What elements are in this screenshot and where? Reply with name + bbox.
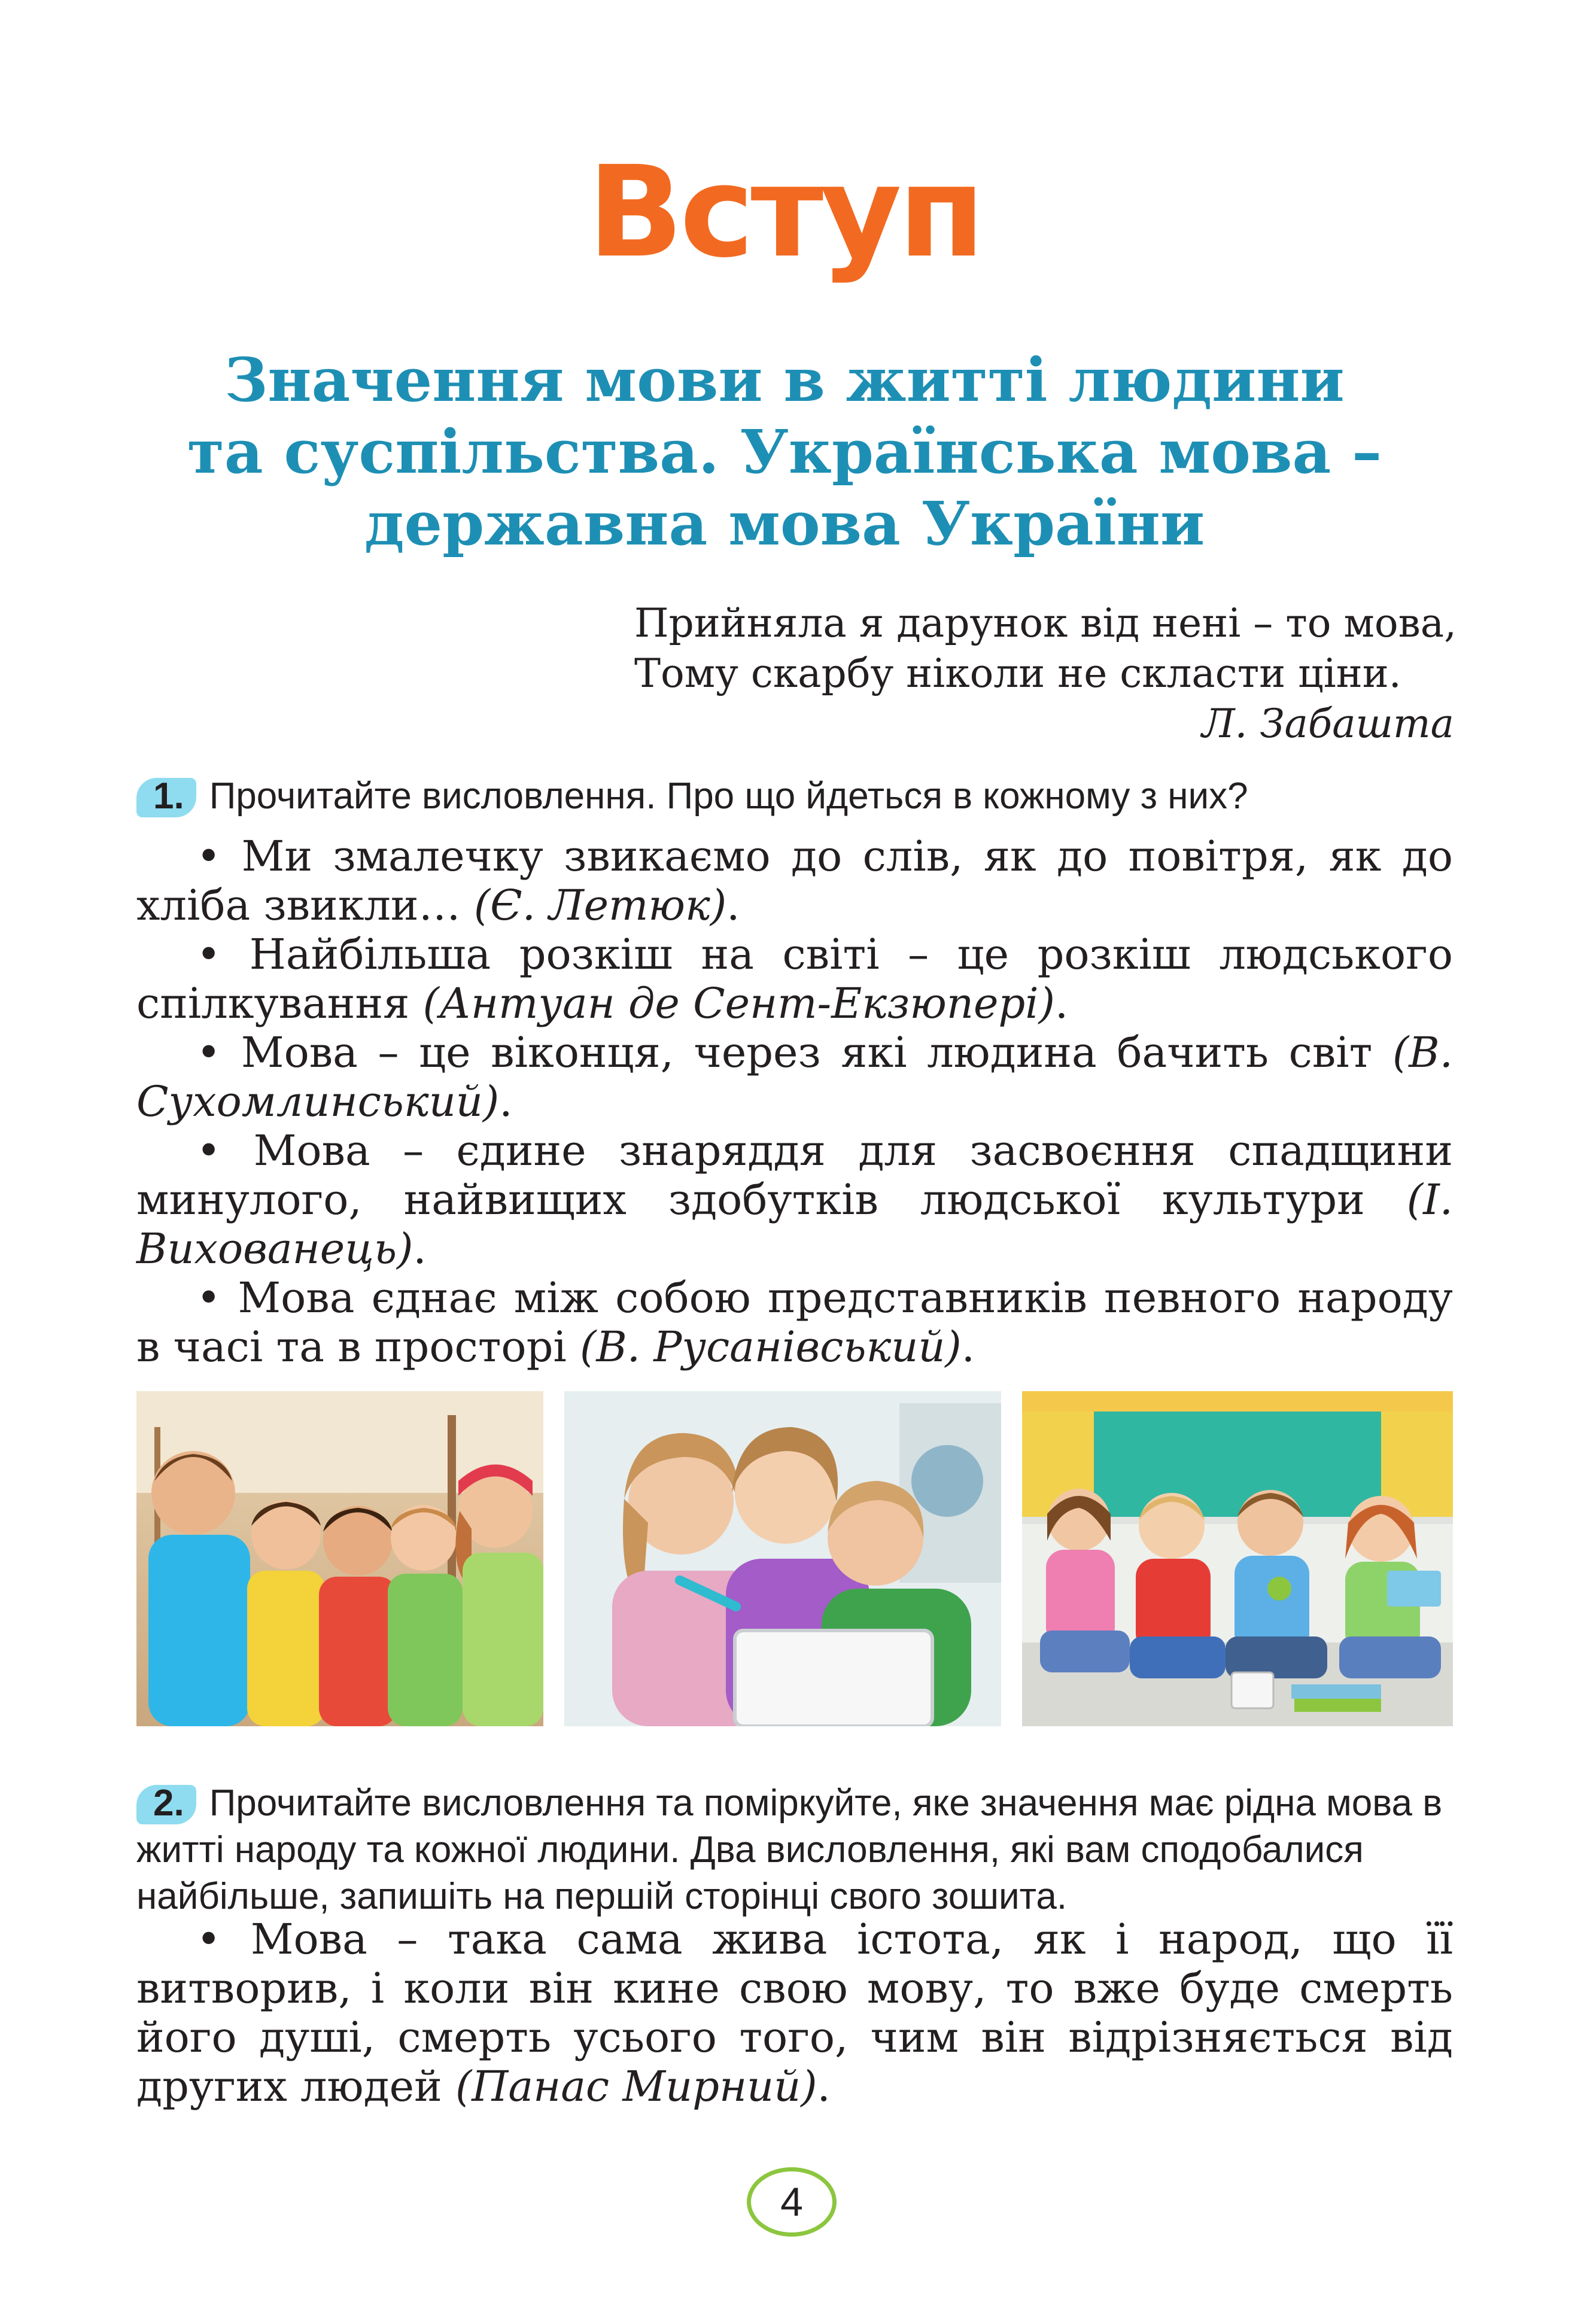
epigraph-line-2: Тому скарбу ніколи не скласти ціни.: [634, 650, 1401, 696]
children-tablet-photo: [564, 1391, 1001, 1726]
epigraph-line-1: Прийняла я дарунок від нені – то мова,: [634, 600, 1457, 646]
topic-title-line-1: Значення мови в житті людини: [224, 345, 1345, 415]
quote-text: • Найбільша розкіш на світі – це розкіш людського спілкування: [136, 930, 1453, 1028]
epigraph: [634, 598, 1457, 749]
quote-text: • Ми змалечку звикаємо до слів, як до повітря, як до хліба звикли…: [136, 832, 1453, 930]
children-sitting-photo: [1022, 1391, 1453, 1726]
quote-text: • Мова – це віконця, через які людина бачить світ: [196, 1028, 1392, 1077]
quote-item: • Ми змалечку звикаємо до слів, як до повітря, як до хліба звикли… (Є. Летюк).: [136, 832, 1453, 930]
quote-item: • Мова – єдине знаряддя для засвоєння спадщини минулого, найвищих здобутків людської культури (І. Вихованець).: [136, 1126, 1453, 1273]
task-2-number: 2.: [136, 1780, 196, 1827]
topic-title: [120, 344, 1449, 559]
task-2-instruction: Прочитайте висловлення та поміркуйте, яке значення має рідна мова в житті народу та кожної людини. Два висловлення, які вам сподобалися найбільше, запишіть на першій сторінці свого зошита.: [136, 1782, 1443, 1917]
task-1-number: 1.: [136, 773, 196, 820]
quote-source: (Антуан де Сент-Екзюпері): [422, 979, 1055, 1028]
task-1-quotes: [136, 832, 1453, 1371]
quote-source: (Панас Мирний): [455, 2062, 817, 2111]
topic-title-line-2: та суспільства. Українська мова –: [187, 416, 1382, 487]
epigraph-author: Л. Забашта: [1202, 701, 1454, 747]
quote-text: • Мова єднає між собою представників певного народу в часі та в просторі: [136, 1273, 1453, 1371]
quote-text: • Мова – єдине знаряддя для засвоєння спадщини минулого, найвищих здобутків людської культури: [136, 1126, 1453, 1224]
task-1-instruction: Прочитайте висловлення. Про що йдеться в кожному з них?: [209, 775, 1248, 817]
topic-title-line-3: державна мова України: [364, 488, 1205, 559]
quote-item: • Мова – така сама жива істота, як і народ, що її витворив, і коли він кине свою мову, то вже буде смерть його душі, смерть усього того, чим він відрізняється від других людей (Панас Мирний).: [136, 1915, 1453, 2111]
quote-item: • Мова – це віконця, через які людина бачить світ (В. Сухомлинський).: [136, 1028, 1453, 1126]
quote-item: • Мова єднає між собою представників певного народу в часі та в просторі (В. Русанівський).: [136, 1273, 1453, 1371]
photo-strip: [136, 1391, 1453, 1726]
children-group-photo: [136, 1391, 543, 1726]
page-number: 4: [747, 2167, 837, 2237]
quote-source: (Є. Летюк): [473, 881, 727, 930]
quote-text: • Мова – така сама жива істота, як і народ, що її витворив, і коли він кине свою мову, то вже буде смерть його душі, смерть усього того, чим він відрізняється від других людей: [136, 1915, 1453, 2111]
task-2-quotes: [136, 1915, 1453, 2111]
quote-item: • Найбільша розкіш на світі – це розкіш людського спілкування (Антуан де Сент-Екзюпері).: [136, 930, 1453, 1028]
chapter-title: Вступ: [587, 139, 982, 285]
task-1-heading: [136, 773, 1453, 820]
quote-source: (В. Сухомлинський): [136, 1028, 1453, 1126]
task-2-heading: [136, 1780, 1453, 1920]
quote-source: (В. Русанівський): [580, 1322, 962, 1371]
quote-source: (І. Вихованець): [136, 1175, 1453, 1273]
